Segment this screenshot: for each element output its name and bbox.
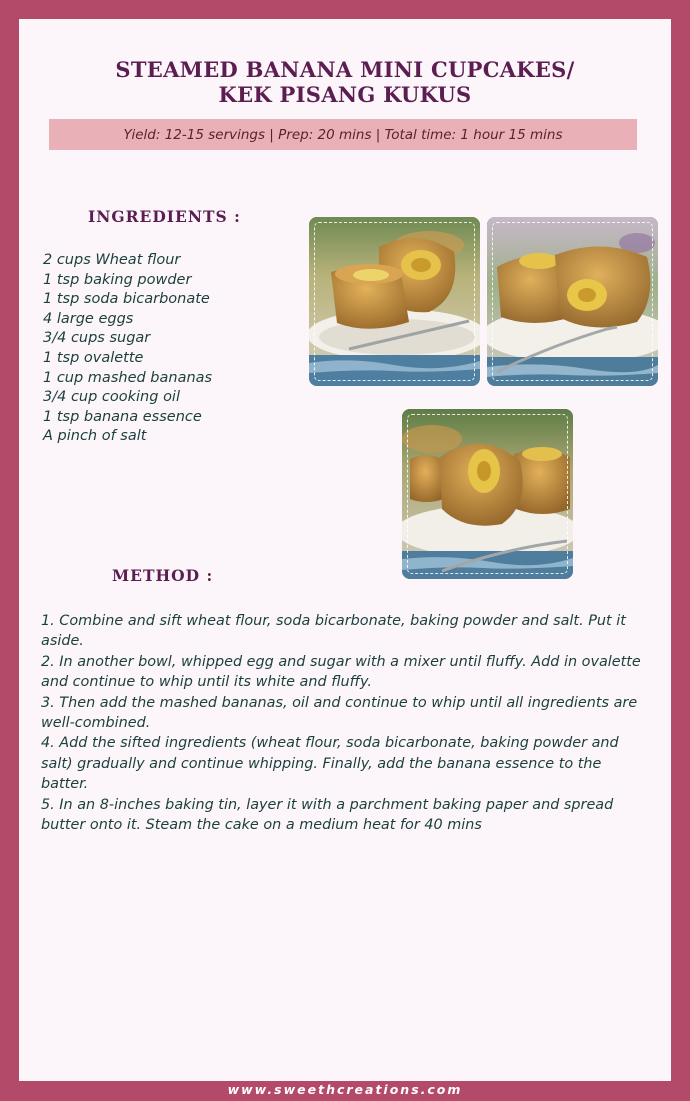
method-step: 3. Then add the mashed bananas, oil and continue to whip until all ingredients are well-combined.: [41, 694, 638, 732]
cupcake-photo-1: [309, 217, 480, 386]
method-heading: METHOD :: [112, 566, 214, 585]
ingredient-item: 1 tsp baking powder: [43, 271, 192, 288]
ingredient-item: 1 cup mashed bananas: [43, 369, 213, 386]
recipe-meta-text: Yield: 12-15 servings | Prep: 20 mins | Total time: 1 hour 15 mins: [123, 126, 563, 143]
method-step: 5. In an 8-inches baking tin, layer it with a parchment baking paper and spread butter onto it. Steam the cake on a medium heat for 40 mins: [41, 796, 614, 834]
method-step: 1. Combine and sift wheat flour, soda bicarbonate, baking powder and salt. Put it aside.: [41, 613, 626, 650]
recipe-title-line-1: STEAMED BANANA MINI CUPCAKES/: [115, 57, 575, 82]
ingredient-item: 1 tsp ovalette: [43, 349, 144, 366]
ingredient-item: A pinch of salt: [43, 428, 147, 445]
method-steps: [41, 611, 651, 835]
footer-website[interactable]: www.sweethcreations.com: [227, 1082, 463, 1097]
ingredients-heading: INGREDIENTS :: [88, 207, 241, 226]
ingredient-item: 3/4 cups sugar: [43, 330, 151, 347]
ingredient-item: 3/4 cup cooking oil: [43, 389, 180, 406]
ingredient-item: 4 large eggs: [43, 310, 134, 327]
method-step: 4. Add the sifted ingredients (wheat flour, soda bicarbonate, baking powder and salt) gradually and continue whipping. Finally, add the banana essence to the batter.: [41, 735, 619, 793]
ingredients-list: [43, 251, 313, 447]
method-step: 2. In another bowl, whipped egg and sugar with a mixer until fluffy. Add in ovalette and continue to whip until its white and fluffy.: [41, 653, 641, 691]
ingredient-item: 1 tsp banana essence: [43, 408, 202, 425]
ingredient-item: 1 tsp soda bicarbonate: [43, 291, 210, 308]
ingredient-item: 2 cups Wheat flour: [43, 252, 181, 268]
recipe-card: [19, 19, 671, 1081]
cupcake-photo-3: [402, 409, 573, 579]
recipe-meta-bar: [49, 119, 637, 150]
recipe-title: [19, 57, 671, 107]
cupcake-photo-2: [487, 217, 658, 386]
recipe-title-line-2: KEK PISANG KUKUS: [218, 82, 472, 107]
